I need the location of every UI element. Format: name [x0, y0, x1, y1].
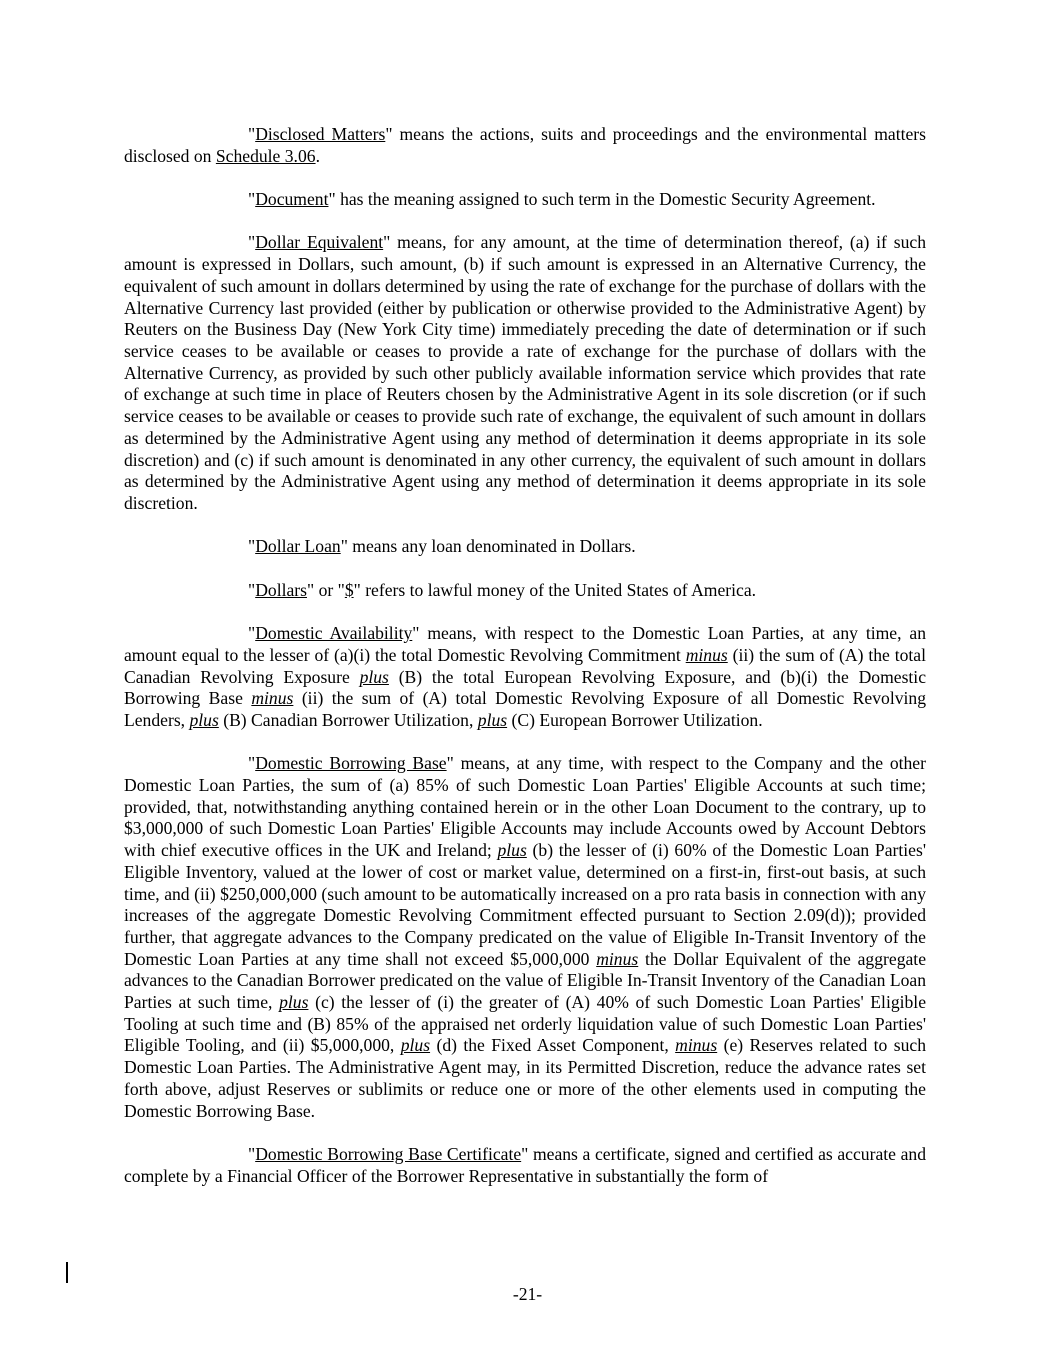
- defined-term: Dollars: [255, 579, 307, 600]
- defined-term: Dollar Loan: [255, 536, 341, 557]
- defined-term: Document: [255, 189, 329, 210]
- definition-disclosed-matters: "Disclosed Matters" means the actions, suits and proceedings and the environmental matters disclosed on Schedule 3.06.: [124, 124, 926, 166]
- definition-dollars: "Dollars" or "$" refers to lawful money of the United States of America.: [248, 579, 757, 600]
- defined-term: Dollar Equivalent: [255, 232, 384, 253]
- document-body: [124, 124, 926, 1209]
- definition-dollar-equivalent: "Dollar Equivalent" means, for any amount, at the time of determination thereof, (a) if such amount is expressed in Dollars, such amount, (b) if such amount is expressed in an Alternative Currency, the equivalent of such amount in dollars determined by using the rate of exchange for the purchase of dollars with the Alternative Currency last provided (either by publication or otherwise provided to the Administrative Agent) by Reuters on the Business Day (New York City time) immediately preceding the date of determination or if such service ceases to be available or ceases to provide a rate of exchange for the purchase of dollars with the Alternative Currency, as provided by such other publicly available information service which provides that rate of exchange at such time in place of Reuters chosen by the Administrative Agent in its sole discretion (or if such service ceases to be available or ceases to provide such rate of exchange, the equivalent of such amount in dollars as determined by the Administrative Agent using any method of determination it deems appropriate in its sole discretion) and (c) if such amount is denominated in any other currency, the equivalent of such amount in dollars as determined by the Administrative Agent using any method of determination it deems appropriate in its sole discretion.: [124, 232, 926, 513]
- definition-dollar-loan: "Dollar Loan" means any loan denominated in Dollars.: [248, 536, 636, 557]
- schedule-reference: Schedule 3.06: [215, 145, 316, 166]
- definition-domestic-borrowing-base-certificate: "Domestic Borrowing Base Certificate" means a certificate, signed and certified as accurate and complete by a Financial Officer of the Borrower Representative in substantially the form of: [124, 1143, 926, 1186]
- defined-term-symbol: $: [344, 579, 354, 600]
- definition-document: "Document" has the meaning assigned to such term in the Domestic Security Agreement.: [248, 189, 876, 210]
- page-number: -21-: [512, 1284, 543, 1304]
- defined-term: Domestic Borrowing Base Certificate: [255, 1143, 522, 1164]
- definition-domestic-availability: "Domestic Availability" means, with respect to the Domestic Loan Parties, at any time, an amount equal to the lesser of (a)(i) the total Domestic Revolving Commitment minus (ii) the sum of (A) the total Canadian Revolving Exposure plus (B) the total European Revolving Exposure, and (b)(i) the Domestic Borrowing Base minus (ii) the sum of (A) total Domestic Revolving Exposure of all Domestic Revolving Lenders, plus (B) Canadian Borrower Utilization, plus (C) European Borrower Utilization.: [124, 623, 926, 730]
- defined-term: Domestic Borrowing Base: [255, 753, 447, 774]
- defined-term: Disclosed Matters: [255, 124, 386, 144]
- revision-bar: [66, 1262, 68, 1283]
- definition-domestic-borrowing-base: "Domestic Borrowing Base" means, at any time, with respect to the Company and the other Domestic Loan Parties, the sum of (a) 85% of such Domestic Loan Parties' Eligible Accounts at such time; provided, that, notwithstanding anything contained herein or in the other Loan Document to the contrary, up to $3,000,000 of such Domestic Loan Parties' Eligible Accounts may include Accounts owed by Account Debtors with chief executive offices in the UK and Ireland; plus (b) the lesser of (i) 60% of the Domestic Loan Parties' Eligible Inventory, valued at the lower of cost or market value, determined on a first-in, first-out basis, at such time, and (ii) $250,000,000 (such amount to be automatically increased on a pro rata basis in connection with any increases of the aggregate Domestic Revolving Commitment effected pursuant to Section 2.09(d)); provided further, that aggregate advances to the Company predicated on the value of Eligible In-Transit Inventory of the Domestic Loan Parties at any time shall not exceed $5,000,000 minus the Dollar Equivalent of the aggregate advances to the Canadian Borrower predicated on the value of Eligible In-Transit Inventory of the Canadian Loan Parties at such time, plus (c) the lesser of (i) the greater of (A) 40% of such Domestic Loan Parties' Eligible Tooling at such time and (B) 85% of the appraised net orderly liquidation value of such Domestic Loan Parties' Eligible Tooling, and (ii) $5,000,000, plus (d) the Fixed Asset Component, minus (e) Reserves related to such Domestic Loan Parties. The Administrative Agent may, in its Permitted Discretion, reduce the advance rates set forth above, adjust Reserves or sublimits or reduce one or more of the other elements used in computing the Domestic Borrowing Base.: [124, 753, 927, 1121]
- defined-term: Domestic Availability: [255, 623, 413, 644]
